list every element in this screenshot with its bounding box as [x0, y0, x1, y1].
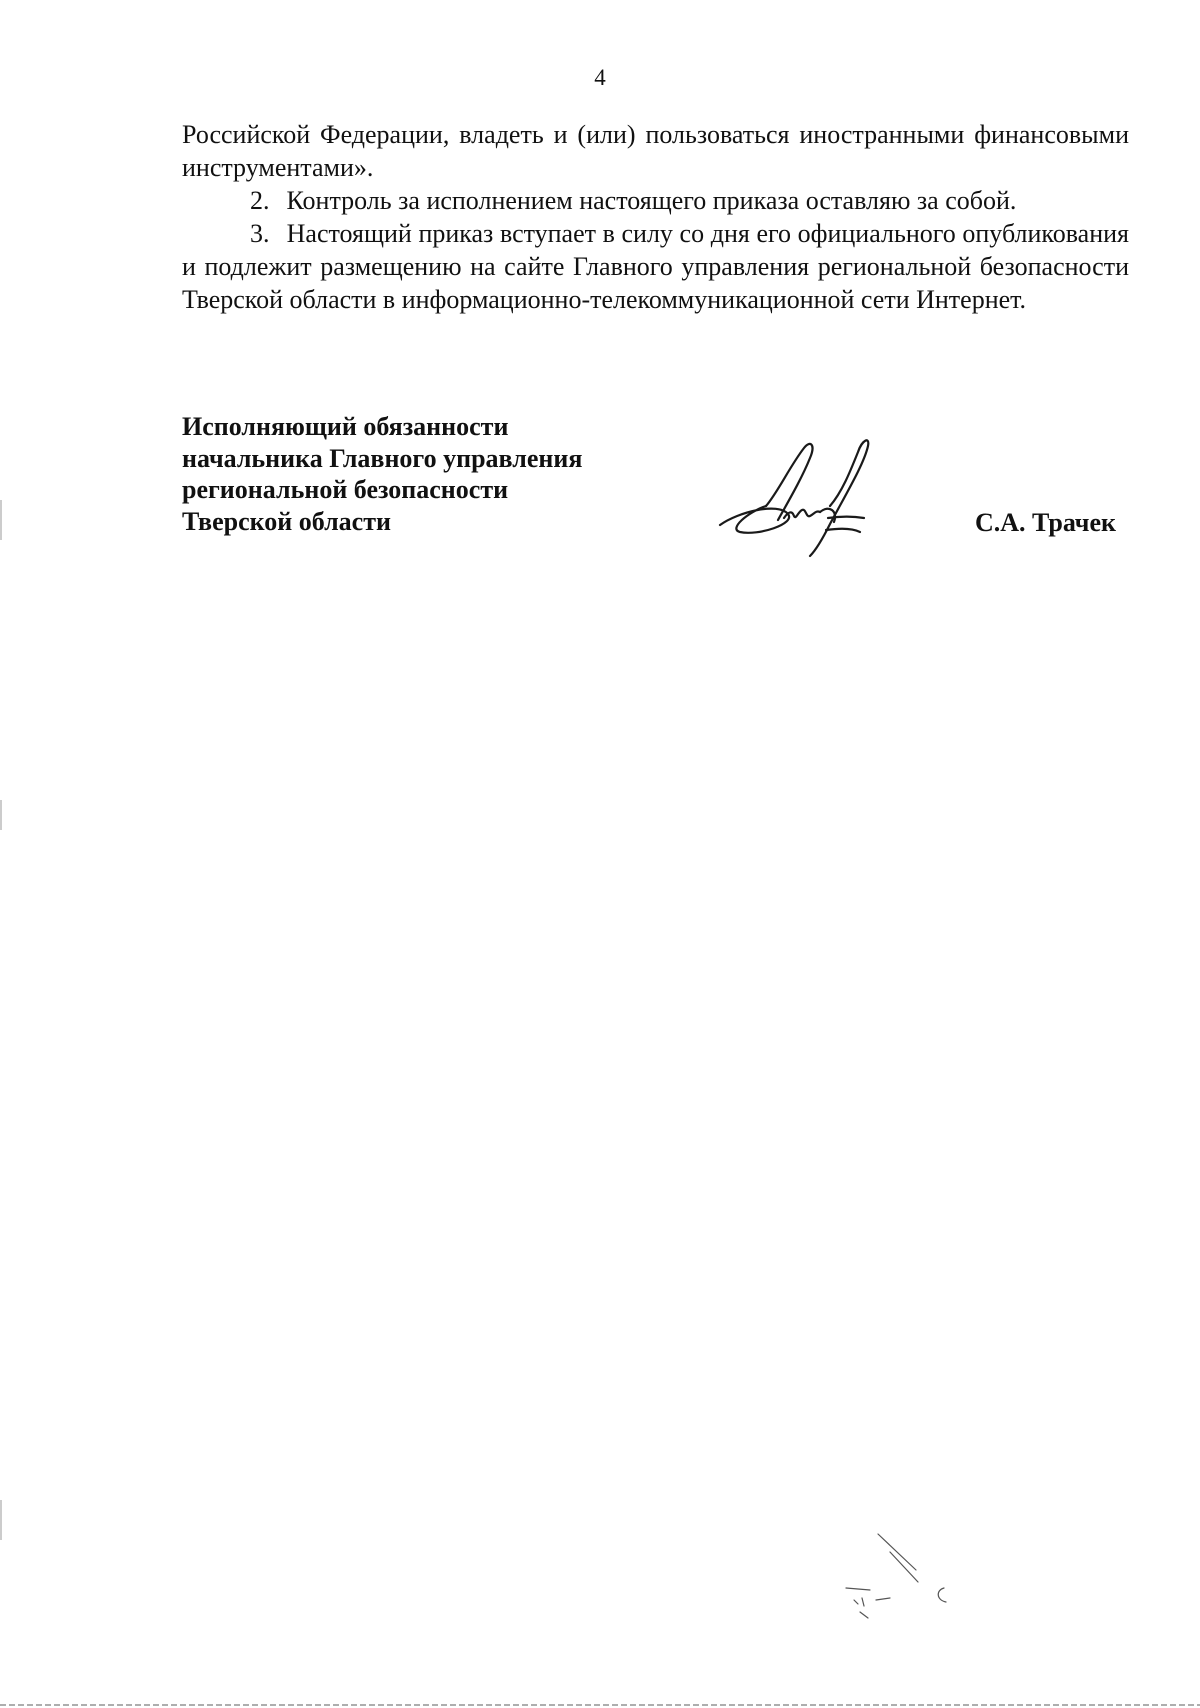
paragraph-text: Российской Федерации, владеть и (или) пользоваться иностранными финансовыми инструментами». — [182, 120, 1129, 182]
scan-edge-artifact — [0, 1704, 1200, 1706]
signer-position — [182, 411, 582, 537]
paragraph-item-2 — [182, 184, 1129, 217]
scan-edge-artifact — [0, 0, 2, 1708]
position-line: Исполняющий обязанности — [182, 412, 509, 441]
page-number: 4 — [594, 65, 606, 90]
signer-name: С.А. Трачек — [974, 508, 1116, 537]
paragraph-number: 2. — [250, 186, 270, 215]
document-body — [182, 118, 1129, 316]
position-line: региональной безопасности — [182, 475, 509, 504]
paragraph-continuation — [182, 118, 1129, 184]
position-line: Тверской области — [182, 506, 391, 536]
paragraph-text: Настоящий приказ вступает в силу со дня его официального опубликования и подлежит размещению на сайте Главного управления региональной безопасности Тверской области в информационно-телекоммуникационной сети Интернет. — [182, 219, 1129, 314]
signature-block — [182, 411, 1129, 551]
paragraph-number: 3. — [250, 219, 270, 248]
position-line: начальника Главного управления — [182, 443, 583, 473]
paragraph-item-3 — [182, 217, 1129, 316]
handwritten-signature-icon — [718, 432, 918, 562]
scan-scribble-mark — [840, 1530, 970, 1630]
paragraph-text: Контроль за исполнением настоящего приказа оставляю за собой. — [286, 186, 1017, 215]
